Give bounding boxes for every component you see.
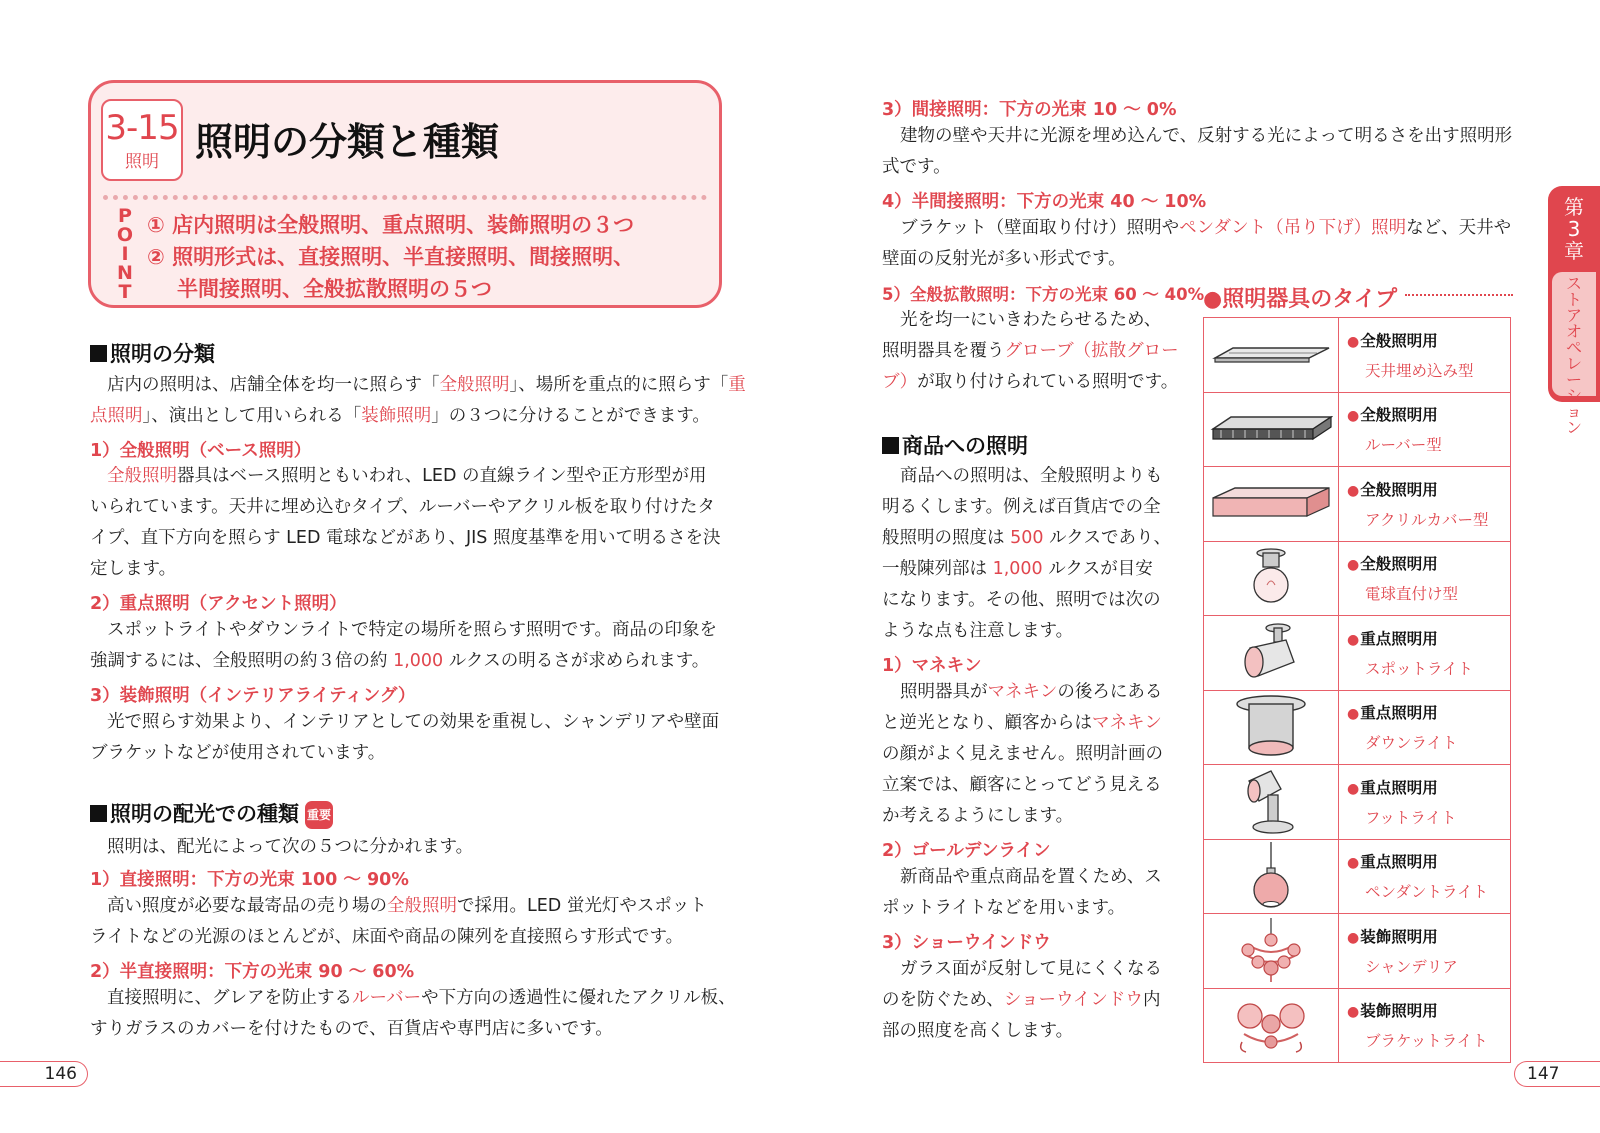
item-heading-diffuse-lighting: 5）全般拡散照明：下方の光束 60 ～ 40% <box>882 285 1205 304</box>
fixture-category: ● 全般照明用 <box>1339 329 1510 351</box>
paragraph-line: ような点も注意します。 <box>882 621 1074 641</box>
paragraph-line: 高い照度が必要な最寄品の売り場の全般照明で採用。LED 蛍光灯やスポット <box>107 896 707 916</box>
fixture-category: ● 重点照明用 <box>1339 627 1510 649</box>
page-number-left: 146 <box>0 1061 88 1087</box>
fixture-category: ● 全般照明用 <box>1339 403 1510 425</box>
chapter-subtitle: ス ト ア オ ペ レ ー シ ョ ン <box>1565 274 1582 437</box>
footlight-icon <box>1241 767 1301 837</box>
paragraph-line: 式です。 <box>882 157 951 177</box>
fixture-name: 電球直付け型 <box>1365 585 1459 604</box>
table-row <box>1204 988 1511 1063</box>
fixture-category: ● 装飾照明用 <box>1339 925 1510 947</box>
paragraph-line: ブラケットなどが使用されています。 <box>90 743 386 763</box>
item-heading-indirect-lighting: 3）間接照明：下方の光束 10 ～ 0% <box>882 100 1177 120</box>
point-item-2-cont: 半間接照明、全般拡散照明の５つ <box>177 277 492 301</box>
page-title: 照明の分類と種類 <box>195 120 500 164</box>
fixture-category: ● 重点照明用 <box>1339 850 1510 872</box>
heading-lighting-classification: 照明の分類 <box>90 338 215 368</box>
paragraph-line: 新商品や重点商品を置くため、ス <box>900 867 1162 887</box>
paragraph-line: と逆光となり、顧客からはマネキン <box>882 713 1162 733</box>
paragraph-line: ライトなどの光源のほとんどが、床面や商品の陳列を直接照らす形式です。 <box>90 927 684 947</box>
table-row <box>1204 392 1511 467</box>
paragraph-line: のを防ぐため、ショーウインドウ内 <box>882 990 1161 1010</box>
paragraph-line: 照明器具がマネキンの後ろにある <box>900 682 1163 702</box>
louver-light-icon <box>1209 411 1333 447</box>
paragraph-line: 一般陳列部は 1,000 ルクスが目安 <box>882 559 1153 579</box>
heading-light-distribution: 照明の配光での種類 重要 <box>90 798 333 829</box>
table-row <box>1204 839 1511 914</box>
paragraph-line: 般照明の照度は 500 ルクスであり、 <box>882 528 1172 548</box>
downlight-icon <box>1234 694 1308 760</box>
paragraph-line: 強調するには、全般照明の約３倍の約 1,000 ルクスの明るさが求められます。 <box>90 651 710 671</box>
fixture-name: アクリルカバー型 <box>1365 510 1489 529</box>
paragraph-line: 全般照明器具はベース照明ともいわれ、LED の直線ライン型や正方形型が用 <box>107 466 707 486</box>
fixture-name: ペンダントライト <box>1365 883 1489 902</box>
paragraph-line: すりガラスのカバーを付けたもので、百貨店や専門店に多いです。 <box>90 1019 613 1039</box>
paragraph-line: 建物の壁や天井に光源を埋め込んで、反射する光によって明るさを出す照明形 <box>900 126 1513 146</box>
item-heading-golden-line: 2）ゴールデンライン <box>882 841 1051 861</box>
paragraph-line: 立案では、顧客にとってどう見える <box>882 775 1162 795</box>
fixture-category: ● 重点照明用 <box>1339 776 1510 798</box>
bracket-light-icon <box>1234 994 1308 1056</box>
table-row <box>1204 690 1511 765</box>
section-number: 3-15 <box>105 108 179 148</box>
point-item-1: ① 店内照明は全般照明、重点照明、装飾照明の３つ <box>147 213 635 237</box>
fixture-name: フットライト <box>1365 808 1457 827</box>
fixture-name: ブラケットライト <box>1365 1032 1488 1051</box>
item-heading-show-window: 3）ショーウインドウ <box>882 933 1051 953</box>
item-heading-direct-lighting: 1）直接照明：下方の光束 100 ～ 90% <box>90 870 409 890</box>
fixture-category: ● 装飾照明用 <box>1339 999 1510 1021</box>
square-bullet-icon <box>882 437 899 454</box>
page-number-right: 147 <box>1514 1061 1600 1087</box>
fixture-name: ルーバー型 <box>1365 436 1442 455</box>
paragraph-line: 店内の照明は、店舗全体を均一に照らす「全般照明」、場所を重点的に照らす「重 <box>107 375 746 395</box>
section-title-box <box>88 80 722 308</box>
recessed-ceiling-light-icon <box>1209 340 1333 370</box>
table-row <box>1204 541 1511 616</box>
table-row <box>1204 318 1511 393</box>
item-heading-general-lighting: 1）全般照明（ベース照明） <box>90 441 312 461</box>
table-row <box>1204 914 1511 989</box>
dotted-divider <box>1405 294 1513 296</box>
section-number-badge <box>101 99 183 181</box>
important-badge: 重要 <box>305 801 333 829</box>
paragraph-line: ブラケット（壁面取り付け）照明やペンダント（吊り下げ）照明など、天井や <box>900 218 1512 238</box>
fixture-name: シャンデリア <box>1365 957 1458 976</box>
bare-bulb-light-icon <box>1246 547 1296 609</box>
item-heading-mannequin: 1）マネキン <box>882 656 982 676</box>
square-bullet-icon <box>90 345 107 362</box>
acrylic-cover-light-icon <box>1209 482 1333 526</box>
paragraph-line: の顔がよく見えません。照明計画の <box>882 744 1164 764</box>
fixture-types-title: ●照明器具のタイプ <box>1203 287 1398 312</box>
square-bullet-icon <box>90 805 107 822</box>
chandelier-icon <box>1236 918 1306 984</box>
paragraph-line: いられています。天井に埋め込むタイプ、ルーバーやアクリル板を取り付けたタ <box>90 497 715 517</box>
paragraph-line: 光で照らす効果より、インテリアとしての効果を重視し、シャンデリアや壁面 <box>107 712 720 732</box>
item-heading-decorative-lighting: 3）装飾照明（インテリアライティング） <box>90 686 416 706</box>
item-heading-accent-lighting: 2）重点照明（アクセント照明） <box>90 594 347 614</box>
fixture-name: ダウンライト <box>1365 734 1458 753</box>
fixture-category: ● 全般照明用 <box>1339 478 1510 500</box>
spotlight-icon <box>1236 622 1306 684</box>
pendant-light-icon <box>1249 842 1293 910</box>
item-heading-semi-direct-lighting: 2）半直接照明：下方の光束 90 ～ 60% <box>90 962 415 982</box>
item-heading-semi-indirect-lighting: 4）半間接照明：下方の光束 40 ～ 10% <box>882 192 1207 212</box>
fixture-name: スポットライト <box>1365 659 1474 678</box>
fixture-category: ● 全般照明用 <box>1339 552 1510 574</box>
table-row <box>1204 467 1511 542</box>
dotted-divider <box>103 195 707 200</box>
paragraph-line: ブ）が取り付けられている照明です。 <box>882 372 1179 392</box>
paragraph-line: 定します。 <box>90 559 177 579</box>
chapter-side-tab <box>1548 186 1600 437</box>
point-item-2: ② 照明形式は、直接照明、半直接照明、間接照明、 <box>147 245 635 269</box>
chapter-subtitle-box <box>1552 272 1596 437</box>
paragraph-line: 直接照明に、グレアを防止するルーバーや下方向の透過性に優れたアクリル板、 <box>107 988 736 1008</box>
paragraph-line: 照明は、配光によって次の５つに分かれます。 <box>107 837 474 857</box>
fixture-name: 天井埋め込み型 <box>1365 361 1474 380</box>
paragraph-line: 商品への照明は、全般照明よりも <box>900 466 1163 486</box>
chapter-label: 第 3 章 <box>1564 195 1584 263</box>
table-row <box>1204 616 1511 691</box>
section-tag: 照明 <box>125 152 159 172</box>
paragraph-line: ポットライトなどを用います。 <box>882 898 1126 918</box>
fixture-types-table <box>1203 317 1511 1063</box>
heading-product-lighting: 商品への照明 <box>882 430 1028 460</box>
paragraph-line: イプ、直下方向を照らす LED 電球などがあり、JIS 照度基準を用いて明るさを決 <box>90 528 721 548</box>
point-label: P O I N T <box>116 205 134 303</box>
paragraph-line: ガラス面が反射して見にくくなる <box>900 959 1162 979</box>
paragraph-line: 照明器具を覆うグローブ（拡散グロー <box>882 341 1179 361</box>
paragraph-line: 壁面の反射光が多い形式です。 <box>882 249 1126 269</box>
paragraph-line: 明るくします。例えば百貨店での全 <box>882 497 1161 517</box>
paragraph-line: 点照明」、演出として用いられる「装飾照明」の３つに分けることができます。 <box>90 406 710 426</box>
fixture-category: ● 重点照明用 <box>1339 701 1510 723</box>
table-row <box>1204 765 1511 840</box>
paragraph-line: スポットライトやダウンライトで特定の場所を照らす照明です。商品の印象を <box>107 620 718 640</box>
paragraph-line: 光を均一にいきわたらせるため、 <box>900 310 1162 330</box>
paragraph-line: になります。その他、照明では次の <box>882 590 1161 610</box>
paragraph-line: 部の照度を高くします。 <box>882 1021 1074 1041</box>
paragraph-line: か考えるようにします。 <box>882 806 1074 826</box>
